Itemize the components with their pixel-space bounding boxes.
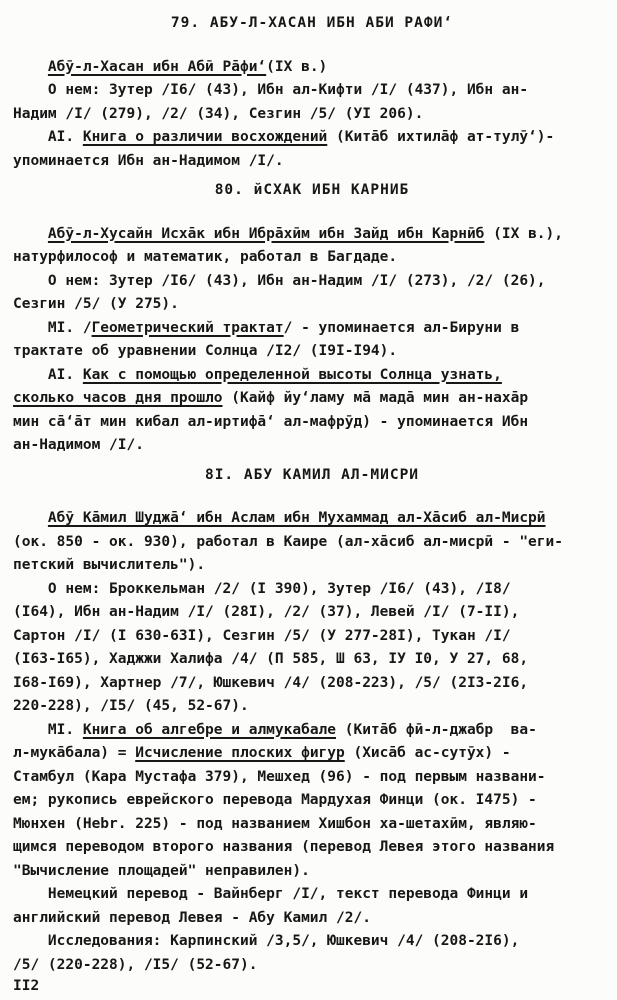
text-segment: английский перевод Левея - Абу Камил /2/. bbox=[13, 909, 371, 926]
underlined-text: сколько часов дня прошло bbox=[13, 390, 223, 406]
text-line bbox=[13, 270, 611, 294]
text-segment: щимся переводом второго названия (перевод Левея этого названия bbox=[13, 839, 555, 855]
text-line bbox=[13, 648, 611, 672]
text-segment: (ок. 850 - ок. 930), работал в Каире (ал-хāсиб ал-мисрӣ - "еги- bbox=[13, 533, 563, 550]
text-line bbox=[13, 56, 611, 80]
text-line bbox=[13, 531, 611, 555]
text-segment bbox=[13, 510, 48, 526]
text-segment: О нем: Броккельман /2/ (I 390), Зутер /I6/ (43), /I8/ bbox=[13, 580, 511, 597]
text-segment: (I63-I65), Хаджжи Халифа /4/ (П 585, Ш 63, IУ I0, У 27, 68, bbox=[13, 651, 529, 667]
text-segment: МI. / bbox=[13, 319, 92, 336]
text-line bbox=[13, 507, 611, 531]
underlined-text: Исчисление плоских фигур bbox=[135, 745, 345, 761]
text-line bbox=[13, 340, 611, 364]
text-segment: Надим /I/ (279), /2/ (34), Сезгин /5/ (УI 206). bbox=[13, 105, 424, 122]
text-segment: (Кайф йу‘ламу мā мадā мин ан-нахāр bbox=[222, 390, 529, 406]
text-segment: О нем: Зутер /I6/ (43), Ибн ан-Надим /I/ (273), /2/ (26), bbox=[13, 272, 546, 289]
text-line bbox=[13, 554, 611, 578]
text-segment: упоминается Ибн ан-Надимом /I/. bbox=[13, 152, 284, 169]
text-segment: (I64), Ибн ан-Надим /I/ (28I), /2/ (37), Левей /I/ (7-II), bbox=[13, 604, 520, 620]
text-segment: петский вычислитель"). bbox=[13, 557, 206, 573]
text-segment: трактате об уравнении Солнца /I2/ (I9I-I94). bbox=[13, 343, 398, 359]
text-segment: О нем: Зутер /I6/ (43), Ибн ал-Кифти /I/ (437), Ибн ан- bbox=[13, 82, 529, 98]
text-segment: (IX в.) bbox=[266, 58, 328, 75]
text-line bbox=[13, 695, 611, 719]
text-line bbox=[13, 387, 611, 411]
text-line bbox=[13, 79, 611, 103]
text-line bbox=[13, 293, 611, 317]
text-segment: (IX в.), bbox=[484, 225, 563, 242]
section-heading: 80. йСХАК ИБН КАРНИБ bbox=[214, 182, 410, 198]
text-segment: Мюнхен (Hebr. 225) - под названием Хишбон ха-шетахӣм, являю- bbox=[13, 815, 537, 832]
section-heading: 8I. АБУ КАМИЛ АЛ-МИСРИ bbox=[204, 466, 420, 483]
underlined-text: Как с помощью определенной высоты Солнца узнать, bbox=[82, 366, 502, 383]
text-segment: мин сā‘āт мин кибал ал-иртифā‘ ал-мафрӯд) - упоминается Ибн bbox=[13, 413, 529, 430]
text-segment: Стамбул (Кара Мустафа 379), Мешхед (96) - под первым названи- bbox=[13, 768, 546, 785]
text-line bbox=[13, 930, 611, 954]
text-line bbox=[13, 742, 611, 766]
page-number: II2 bbox=[13, 978, 40, 994]
text-line bbox=[13, 246, 611, 270]
underlined-text: Абӯ Кāмил Шуджā‘ ибн Аслам ибн Мухаммад ал-Хāсиб ал-Мисрӣ bbox=[47, 510, 546, 526]
text-line bbox=[13, 789, 611, 813]
section-heading: 79. АБУ-Л-ХАСАН ИБН АБИ РАФИ‘ bbox=[170, 15, 454, 31]
document-body bbox=[13, 12, 611, 977]
text-line bbox=[13, 126, 611, 150]
text-segment bbox=[13, 226, 48, 242]
text-line bbox=[13, 150, 611, 174]
text-line bbox=[13, 672, 611, 696]
text-segment: "Вычисление площадей" неправилен). bbox=[13, 862, 310, 879]
underlined-text: Книга о различии восхождений bbox=[82, 129, 328, 145]
text-segment: (Хисāб ас-сутӯх) - bbox=[344, 745, 511, 761]
underlined-text: Геометрический трактат bbox=[91, 319, 284, 336]
underlined-text: Книга об алгебре и алмукабале bbox=[82, 721, 337, 738]
text-segment: ан-Надимом /I/. bbox=[13, 437, 144, 453]
blank-line bbox=[13, 203, 611, 223]
text-line bbox=[13, 601, 611, 625]
text-segment: / - упоминается ал-Бируни в bbox=[283, 319, 520, 336]
blank-line bbox=[13, 36, 611, 56]
text-segment bbox=[13, 59, 48, 75]
text-segment: I68-I69), Хартнер /7/, Юшкевич /4/ (208-223), /5/ (2I3-2I6, bbox=[13, 674, 529, 691]
text-segment: натурфилософ и математик, работал в Багдаде. bbox=[13, 249, 398, 265]
text-segment: (Китāб фӣ-л-джабр ва- bbox=[336, 721, 537, 738]
text-segment: Сезгин /5/ (У 275). bbox=[13, 296, 179, 312]
text-line bbox=[13, 103, 611, 127]
text-segment: АI. bbox=[13, 366, 83, 383]
text-segment: МI. bbox=[13, 721, 83, 738]
text-line bbox=[13, 411, 611, 435]
text-segment: л-мукāбала) = bbox=[13, 745, 136, 761]
underlined-text: Абӯ-л-Хасан ибн Абӣ Рāфи‘ bbox=[47, 58, 267, 75]
text-segment: /5/ (220-228), /I5/ (52-67). bbox=[13, 956, 258, 973]
text-segment: 220-228), /I5/ (45, 52-67). bbox=[13, 698, 249, 714]
blank-line bbox=[13, 487, 611, 507]
text-segment: Сартон /I/ (I 630-63I), Сезгин /5/ (У 277-28I), Тукан /I/ bbox=[13, 627, 511, 644]
text-line bbox=[13, 813, 611, 837]
text-line bbox=[13, 719, 611, 743]
text-segment: ем; рукопись еврейского перевода Мардухая Финци (ок. I475) - bbox=[13, 792, 537, 808]
text-line bbox=[13, 860, 611, 884]
text-line bbox=[13, 434, 611, 458]
text-segment: Исследования: Карпинский /3,5/, Юшкевич /4/ (208-2I6), bbox=[13, 933, 520, 949]
underlined-text: Абӯ-л-Хусайн Исхāк ибн Ибрāхӣм ибн Зайд ибн Карнӣб bbox=[47, 225, 485, 242]
text-line bbox=[13, 578, 611, 602]
text-line bbox=[13, 625, 611, 649]
text-segment: АI. bbox=[13, 129, 83, 145]
text-segment: Немецкий перевод - Вайнберг /I/, текст перевода Финци и bbox=[13, 886, 529, 902]
text-line bbox=[13, 836, 611, 860]
text-line bbox=[13, 766, 611, 790]
text-line bbox=[13, 954, 611, 978]
text-line bbox=[13, 223, 611, 247]
text-line bbox=[13, 317, 611, 341]
text-segment: (Китāб ихтилāф ат-тулӯ‘)- bbox=[327, 129, 555, 145]
text-line bbox=[13, 907, 611, 931]
text-line bbox=[13, 883, 611, 907]
text-line bbox=[13, 364, 611, 388]
